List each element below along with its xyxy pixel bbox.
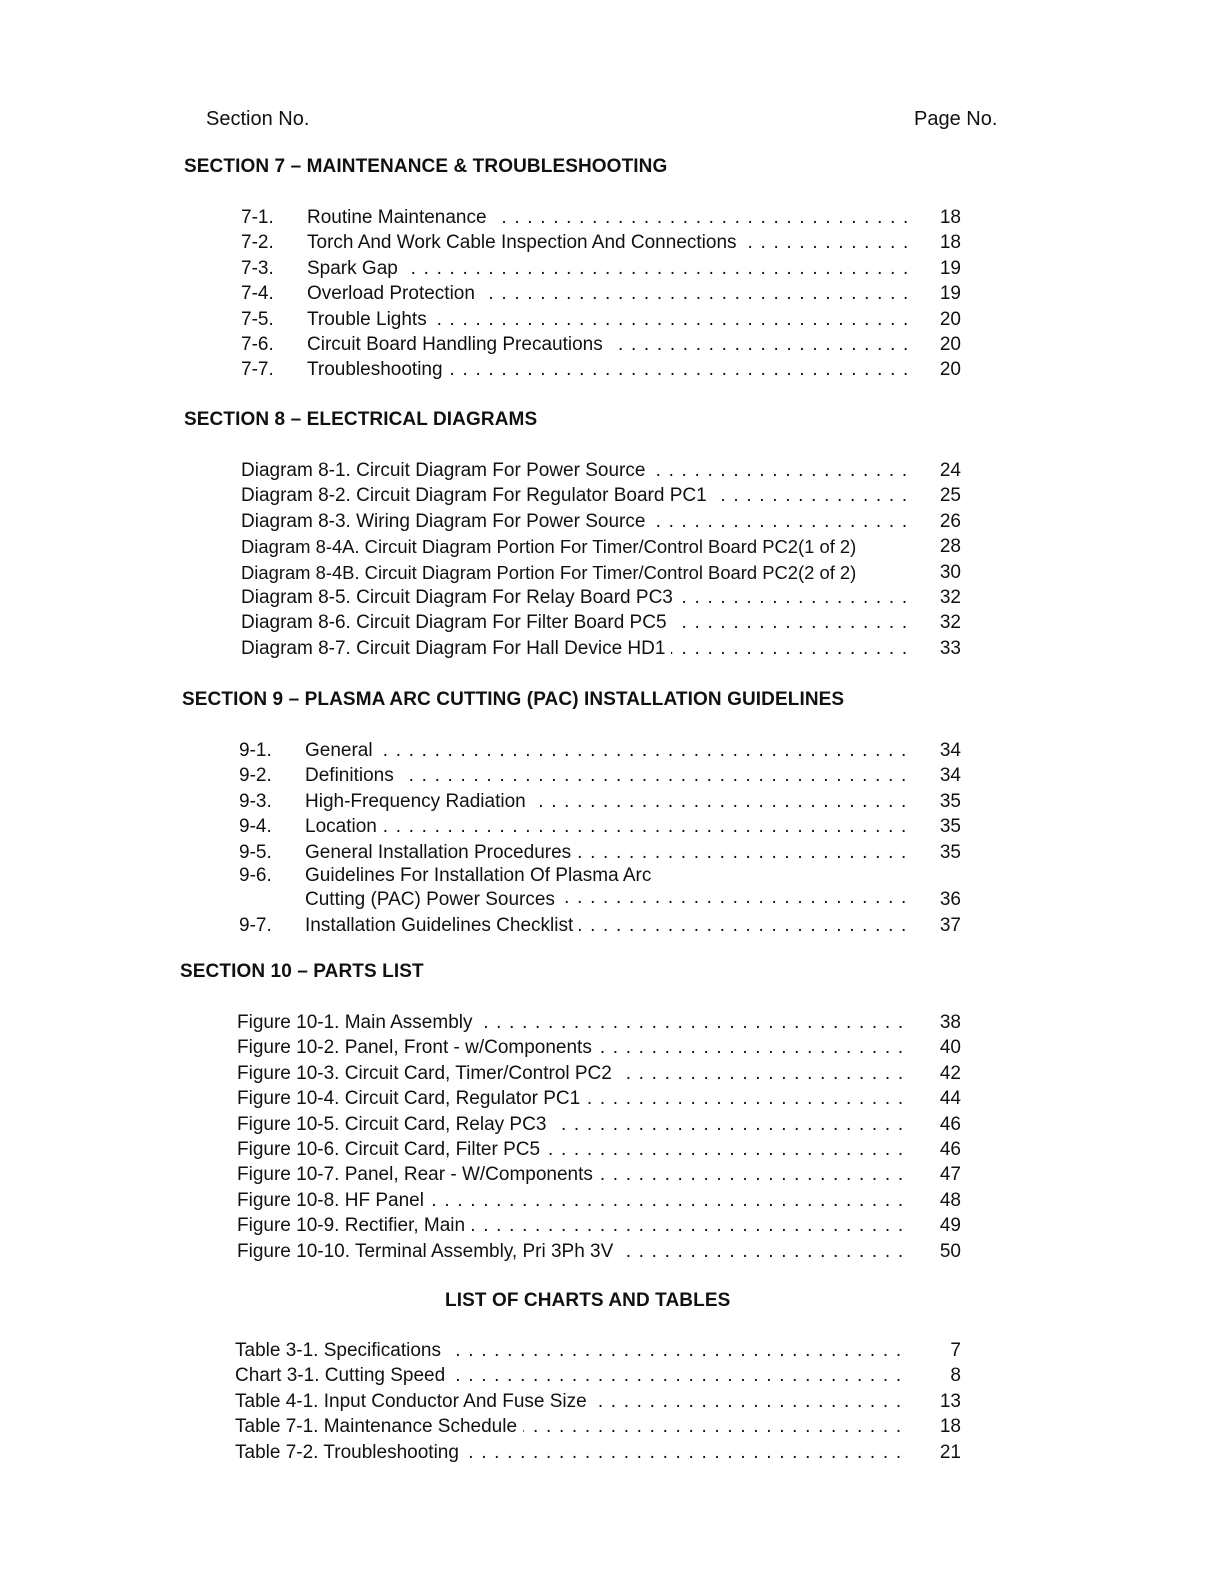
toc-entry — [237, 1213, 977, 1238]
toc-entry — [241, 483, 981, 508]
entry-page: 37 — [939, 914, 961, 936]
toc-entry — [241, 585, 981, 610]
entry-page: 20 — [939, 333, 961, 355]
entry-page: 18 — [939, 232, 961, 254]
entry-title: General — [305, 740, 379, 761]
entry-title: Chart 3-1. Cutting Speed — [235, 1365, 451, 1386]
section-9-list — [239, 738, 979, 938]
toc-entry — [237, 1112, 977, 1137]
entry-page: 32 — [939, 586, 961, 608]
entry-number: 9-1. — [239, 740, 272, 761]
entry-title: Diagram 8-2. Circuit Diagram For Regulator Board PC1 — [241, 485, 713, 506]
entry-title: Diagram 8-4B. Circuit Diagram Portion For Timer/Control Board PC2(2 of 2) — [241, 562, 862, 583]
entry-title: Figure 10-1. Main Assembly — [237, 1012, 479, 1033]
toc-entry — [239, 763, 979, 788]
entry-title: Figure 10-5. Circuit Card, Relay PC3 — [237, 1114, 552, 1135]
entry-title: Diagram 8-1. Circuit Diagram For Power Source — [241, 460, 651, 481]
entry-title: Trouble Lights — [307, 309, 433, 330]
toc-entry — [239, 865, 979, 913]
entry-title: Diagram 8-6. Circuit Diagram For Filter Board PC5 — [241, 612, 673, 633]
entry-title: Routine Maintenance — [307, 207, 493, 228]
entry-page: 18 — [939, 1416, 961, 1438]
toc-entry — [235, 1414, 975, 1439]
toc-entry — [239, 738, 979, 763]
toc-entry — [241, 458, 981, 483]
entry-title: Definitions — [305, 765, 400, 786]
entry-title: Figure 10-9. Rectifier, Main — [237, 1215, 471, 1236]
entry-page: 19 — [939, 283, 961, 305]
toc-entry — [237, 1086, 977, 1111]
entry-title: Table 3-1. Specifications — [235, 1340, 447, 1361]
entry-page: 35 — [939, 841, 961, 863]
section-8-title: SECTION 8 – ELECTRICAL DIAGRAMS — [184, 409, 538, 430]
entry-page: 50 — [939, 1240, 961, 1262]
toc-entry — [239, 814, 979, 839]
toc-entry — [241, 205, 981, 230]
entry-title-line-1: Guidelines For Installation Of Plasma Arc — [305, 864, 652, 886]
toc-entry — [241, 509, 981, 534]
entry-page: 21 — [939, 1441, 961, 1463]
entry-title: Table 4-1. Input Conductor And Fuse Size — [235, 1391, 593, 1412]
toc-entry — [237, 1162, 977, 1187]
toc-entry — [235, 1389, 975, 1414]
entry-title: Diagram 8-4A. Circuit Diagram Portion For Timer/Control Board PC2(1 of 2) — [241, 536, 862, 557]
entry-title: Figure 10-6. Circuit Card, Filter PC5 — [237, 1139, 546, 1160]
toc-entry — [239, 840, 979, 865]
entry-title: Troubleshooting — [307, 359, 449, 380]
entry-page: 44 — [939, 1088, 961, 1110]
entry-number: 7-4. — [241, 283, 274, 305]
section-10-list — [237, 1010, 977, 1264]
toc-entry — [239, 789, 979, 814]
entry-page: 28 — [939, 536, 961, 558]
entry-page: 38 — [939, 1012, 961, 1033]
entry-title: High-Frequency Radiation — [305, 791, 532, 812]
entry-title: Figure 10-7. Panel, Rear - W/Components — [237, 1164, 599, 1185]
entry-title: Diagram 8-5. Circuit Diagram For Relay Board PC3 — [241, 587, 679, 608]
entry-page: 25 — [939, 485, 961, 507]
entry-page: 40 — [939, 1037, 961, 1059]
toc-entry — [239, 913, 979, 938]
toc-entry — [241, 610, 981, 635]
entry-page: 47 — [939, 1164, 961, 1186]
entry-title: Spark Gap — [307, 258, 404, 279]
entry-page: 20 — [939, 359, 961, 381]
section-9-title: SECTION 9 – PLASMA ARC CUTTING (PAC) INSTALLATION GUIDELINES — [182, 689, 845, 710]
toc-entry — [241, 357, 981, 382]
charts-tables-title: LIST OF CHARTS AND TABLES — [445, 1290, 731, 1311]
entry-page: 35 — [939, 816, 961, 838]
entry-page: 8 — [950, 1365, 961, 1387]
entry-number: 7-6. — [241, 333, 274, 355]
entry-page: 49 — [939, 1215, 961, 1237]
entry-page: 34 — [939, 740, 961, 761]
entry-page: 19 — [939, 257, 961, 279]
entry-title: Circuit Board Handling Precautions — [307, 334, 609, 355]
entry-page: 46 — [939, 1113, 961, 1135]
toc-entry — [237, 1061, 977, 1086]
toc-entry — [241, 281, 981, 306]
entry-title: Installation Guidelines Checklist — [305, 915, 579, 936]
entry-page: 32 — [939, 612, 961, 634]
entry-title: Figure 10-10. Terminal Assembly, Pri 3Ph 3V — [237, 1241, 619, 1262]
entry-page: 33 — [939, 637, 961, 659]
entry-number: 9-3. — [239, 790, 272, 812]
toc-entry — [241, 636, 981, 661]
toc-entry — [237, 1010, 977, 1035]
entry-page: 18 — [939, 207, 961, 228]
entry-number: 9-4. — [239, 816, 272, 838]
section-7-title: SECTION 7 – MAINTENANCE & TROUBLESHOOTING — [184, 156, 668, 177]
entry-page: 7 — [950, 1340, 961, 1361]
toc-entry — [235, 1338, 975, 1363]
entry-number: 7-3. — [241, 257, 274, 279]
entry-page: 35 — [939, 790, 961, 812]
entry-title: Location — [305, 816, 383, 837]
entry-page: 24 — [939, 460, 961, 481]
entry-page: 26 — [939, 510, 961, 532]
section-7-list — [241, 205, 981, 383]
entry-page: 48 — [939, 1189, 961, 1211]
charts-tables-list — [235, 1338, 975, 1465]
entry-number: 7-1. — [241, 207, 274, 228]
entry-number: 7-7. — [241, 359, 274, 381]
toc-entry — [237, 1188, 977, 1213]
entry-page: 36 — [939, 888, 961, 910]
entry-page: 20 — [939, 308, 961, 330]
entry-number: 7-5. — [241, 308, 274, 330]
entry-number: 7-2. — [241, 232, 274, 254]
entry-page: 42 — [939, 1062, 961, 1084]
toc-entry — [241, 560, 981, 585]
entry-page: 34 — [939, 765, 961, 787]
entry-title: Diagram 8-7. Circuit Diagram For Hall Device HD1 — [241, 638, 671, 659]
toc-entry — [235, 1440, 975, 1465]
entry-number: 9-7. — [239, 914, 272, 936]
entry-title: Table 7-2. Troubleshooting — [235, 1442, 465, 1463]
entry-title: Table 7-1. Maintenance Schedule — [235, 1416, 523, 1437]
entry-title: Torch And Work Cable Inspection And Connections — [307, 232, 743, 253]
entry-title: Figure 10-4. Circuit Card, Regulator PC1 — [237, 1088, 586, 1109]
entry-title: Figure 10-3. Circuit Card, Timer/Control PC2 — [237, 1063, 618, 1084]
toc-entry — [241, 332, 981, 357]
section-10-title: SECTION 10 – PARTS LIST — [180, 961, 424, 982]
toc-entry — [241, 307, 981, 332]
entry-title-line-2: Cutting (PAC) Power Sources — [305, 889, 561, 910]
toc-entry — [235, 1363, 975, 1388]
toc-entry — [237, 1239, 977, 1264]
entry-page: 46 — [939, 1138, 961, 1160]
entry-title: Diagram 8-3. Wiring Diagram For Power Source — [241, 511, 651, 532]
toc-entry — [237, 1137, 977, 1162]
toc-entry — [241, 230, 981, 255]
section-number-header: Section No. — [206, 108, 310, 130]
entry-title: Figure 10-2. Panel, Front - w/Components — [237, 1037, 598, 1058]
section-8-list — [241, 458, 981, 661]
toc-entry — [241, 256, 981, 281]
page-number-header: Page No. — [914, 108, 998, 130]
entry-title: Figure 10-8. HF Panel — [237, 1190, 430, 1211]
toc-entry — [237, 1035, 977, 1060]
entry-number: 9-5. — [239, 841, 272, 863]
toc-entry — [241, 534, 981, 559]
entry-title: Overload Protection — [307, 283, 481, 304]
entry-number: 9-2. — [239, 765, 272, 787]
entry-page: 13 — [939, 1390, 961, 1412]
entry-number: 9-6. — [239, 864, 272, 886]
entry-title: General Installation Procedures — [305, 842, 577, 863]
entry-page: 30 — [939, 561, 961, 583]
